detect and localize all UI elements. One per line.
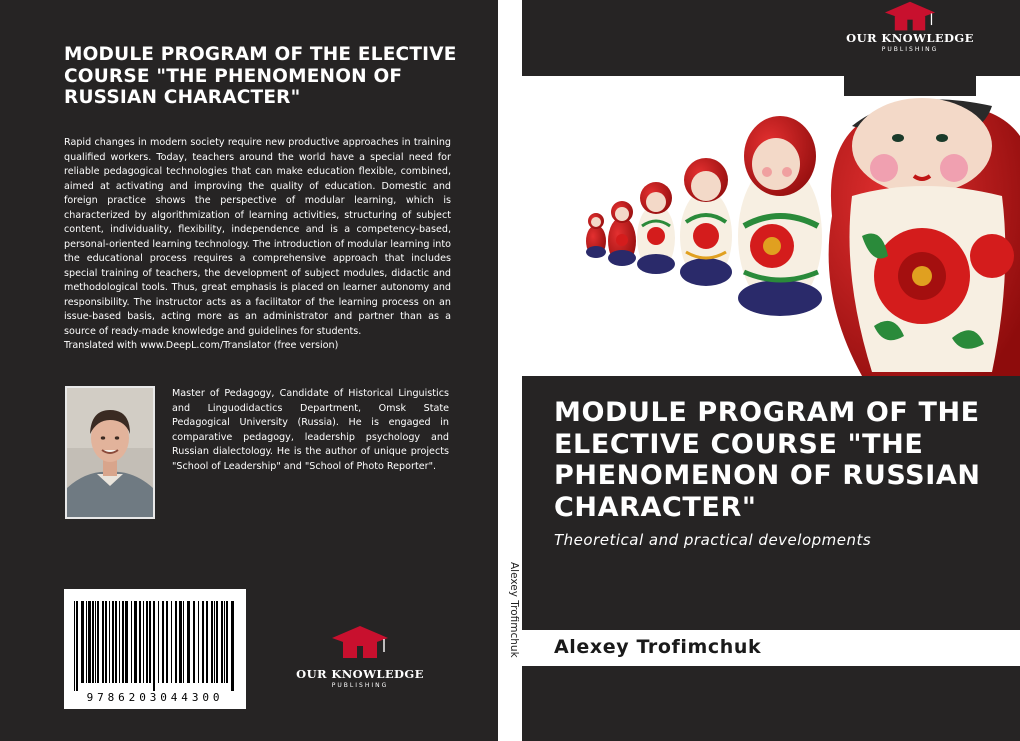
barcode-bar bbox=[125, 601, 128, 683]
front-author-band bbox=[522, 630, 1020, 666]
barcode-bar bbox=[76, 601, 78, 691]
barcode-bar bbox=[143, 601, 144, 683]
barcode-bar bbox=[216, 601, 218, 683]
barcode-bar bbox=[211, 601, 213, 683]
barcode-bar bbox=[122, 601, 124, 683]
publisher-subname: PUBLISHING bbox=[881, 46, 939, 53]
barcode-bar bbox=[166, 601, 168, 683]
publisher-name: OUR KNOWLEDGE bbox=[296, 667, 424, 681]
graduation-cap-house-icon bbox=[330, 624, 390, 662]
barcode-bar bbox=[95, 601, 96, 683]
barcode-bar bbox=[153, 601, 155, 691]
barcode-bar bbox=[146, 601, 148, 683]
front-cover-title: MODULE PROGRAM OF THE ELECTIVE COURSE "THE PHENOMENON OF RUSSIAN CHARACTER" bbox=[554, 397, 981, 523]
spine-author: Alexey Trofimchuk bbox=[508, 562, 520, 658]
barcode-bar bbox=[171, 601, 172, 683]
back-publisher-logo bbox=[296, 624, 424, 689]
barcode-bar bbox=[115, 601, 117, 683]
barcode-bar bbox=[97, 601, 99, 683]
barcode-bar bbox=[149, 601, 151, 683]
barcode-bar bbox=[224, 601, 225, 683]
isbn-number: 9786203044300 bbox=[86, 691, 224, 704]
barcode-bar bbox=[112, 601, 114, 683]
barcode-bar bbox=[81, 601, 84, 683]
back-cover-title: MODULE PROGRAM OF THE ELECTIVE COURSE "THE PHENOMENON OF RUSSIAN CHARACTER" bbox=[64, 44, 457, 108]
barcode-bar bbox=[206, 601, 208, 683]
front-cover-subtitle: Theoretical and practical developments bbox=[554, 531, 872, 549]
barcode-bar bbox=[102, 601, 104, 683]
graduation-cap-house-icon bbox=[883, 0, 937, 34]
matryoshka-dolls-image bbox=[522, 76, 1020, 376]
doll-2 bbox=[608, 201, 636, 266]
publisher-subname: PUBLISHING bbox=[331, 682, 389, 689]
back-cover bbox=[0, 0, 498, 741]
front-cover-author: Alexey Trofimchuk bbox=[554, 636, 762, 658]
barcode-bar bbox=[214, 601, 215, 683]
barcode-bar bbox=[139, 601, 141, 683]
front-logo-box bbox=[844, 0, 976, 96]
barcode-bar bbox=[109, 601, 110, 683]
barcode-bar bbox=[198, 601, 199, 683]
doll-5 bbox=[738, 116, 822, 316]
barcode-bar bbox=[105, 601, 107, 683]
front-bottom-band bbox=[522, 666, 1020, 741]
author-photo bbox=[65, 386, 155, 519]
publisher-name: OUR KNOWLEDGE bbox=[846, 31, 974, 45]
barcode-bar bbox=[162, 601, 164, 683]
barcode-bar bbox=[131, 601, 132, 683]
barcode-bar bbox=[226, 601, 228, 683]
barcode-bar bbox=[92, 601, 94, 683]
front-title-panel bbox=[522, 376, 1020, 630]
barcode-bar bbox=[119, 601, 120, 683]
barcode-bar bbox=[187, 601, 190, 683]
barcode-bar bbox=[193, 601, 195, 683]
barcode-bar bbox=[202, 601, 204, 683]
doll-6 bbox=[829, 98, 1020, 376]
author-bio: Master of Pedagogy, Candidate of Historical Linguistics and Linguodidactics Department, Omsk State Pedagogical University (Russia). He is engaged in comparative pedagogy, leadership psychology and Russian dialectology. He is the author of unique projects "School of Leadership" and "School of Photo Reporter". bbox=[172, 388, 449, 472]
front-publisher-logo bbox=[844, 30, 976, 53]
doll-1 bbox=[586, 213, 606, 258]
barcode-bar bbox=[183, 601, 184, 683]
barcode-bar bbox=[179, 601, 182, 683]
doll-3 bbox=[637, 182, 675, 274]
barcode-bar bbox=[231, 601, 234, 691]
barcode-bar bbox=[158, 601, 159, 683]
author-portrait-image bbox=[67, 388, 153, 517]
barcode-bar bbox=[134, 601, 137, 683]
doll-4 bbox=[680, 158, 732, 286]
matryoshka-illustration bbox=[522, 76, 1020, 376]
barcode-bar bbox=[86, 601, 87, 683]
back-cover-blurb: Rapid changes in modern society require new productive approaches in training qualified workers. Today, teachers around the world have a special need for reliable pedagogical technologies that can make education flexible, combined, aimed at activating and improving the quality of education. Domestic and foreign practice shows the perspective of modular learning, which is characterized by algorithmization of learning activities, structuring of subject content, individuality, flexibility, independence and is a competency-based, personal-oriented learning technology. The introduction of modular learning into the educational process requires a comprehensive approach that includes special training of teachers, the development of subject modules, didactic and methodological tools. Thus, great emphasis is placed on learner autonomy and responsibility. The instructor acts as a facilitator of the learning process on an issue-based basis, acting more as an administrator and partner than as a source of ready-made knowledge and guidelines for students. bbox=[64, 137, 451, 337]
front-cover bbox=[522, 0, 1020, 741]
isbn-barcode bbox=[64, 589, 246, 709]
barcode-bar bbox=[175, 601, 177, 683]
barcode-bar bbox=[74, 601, 75, 691]
barcode-bar bbox=[221, 601, 223, 683]
translation-credit: Translated with www.DeepL.com/Translator (free version) bbox=[64, 340, 339, 351]
barcode-bar bbox=[88, 601, 91, 683]
